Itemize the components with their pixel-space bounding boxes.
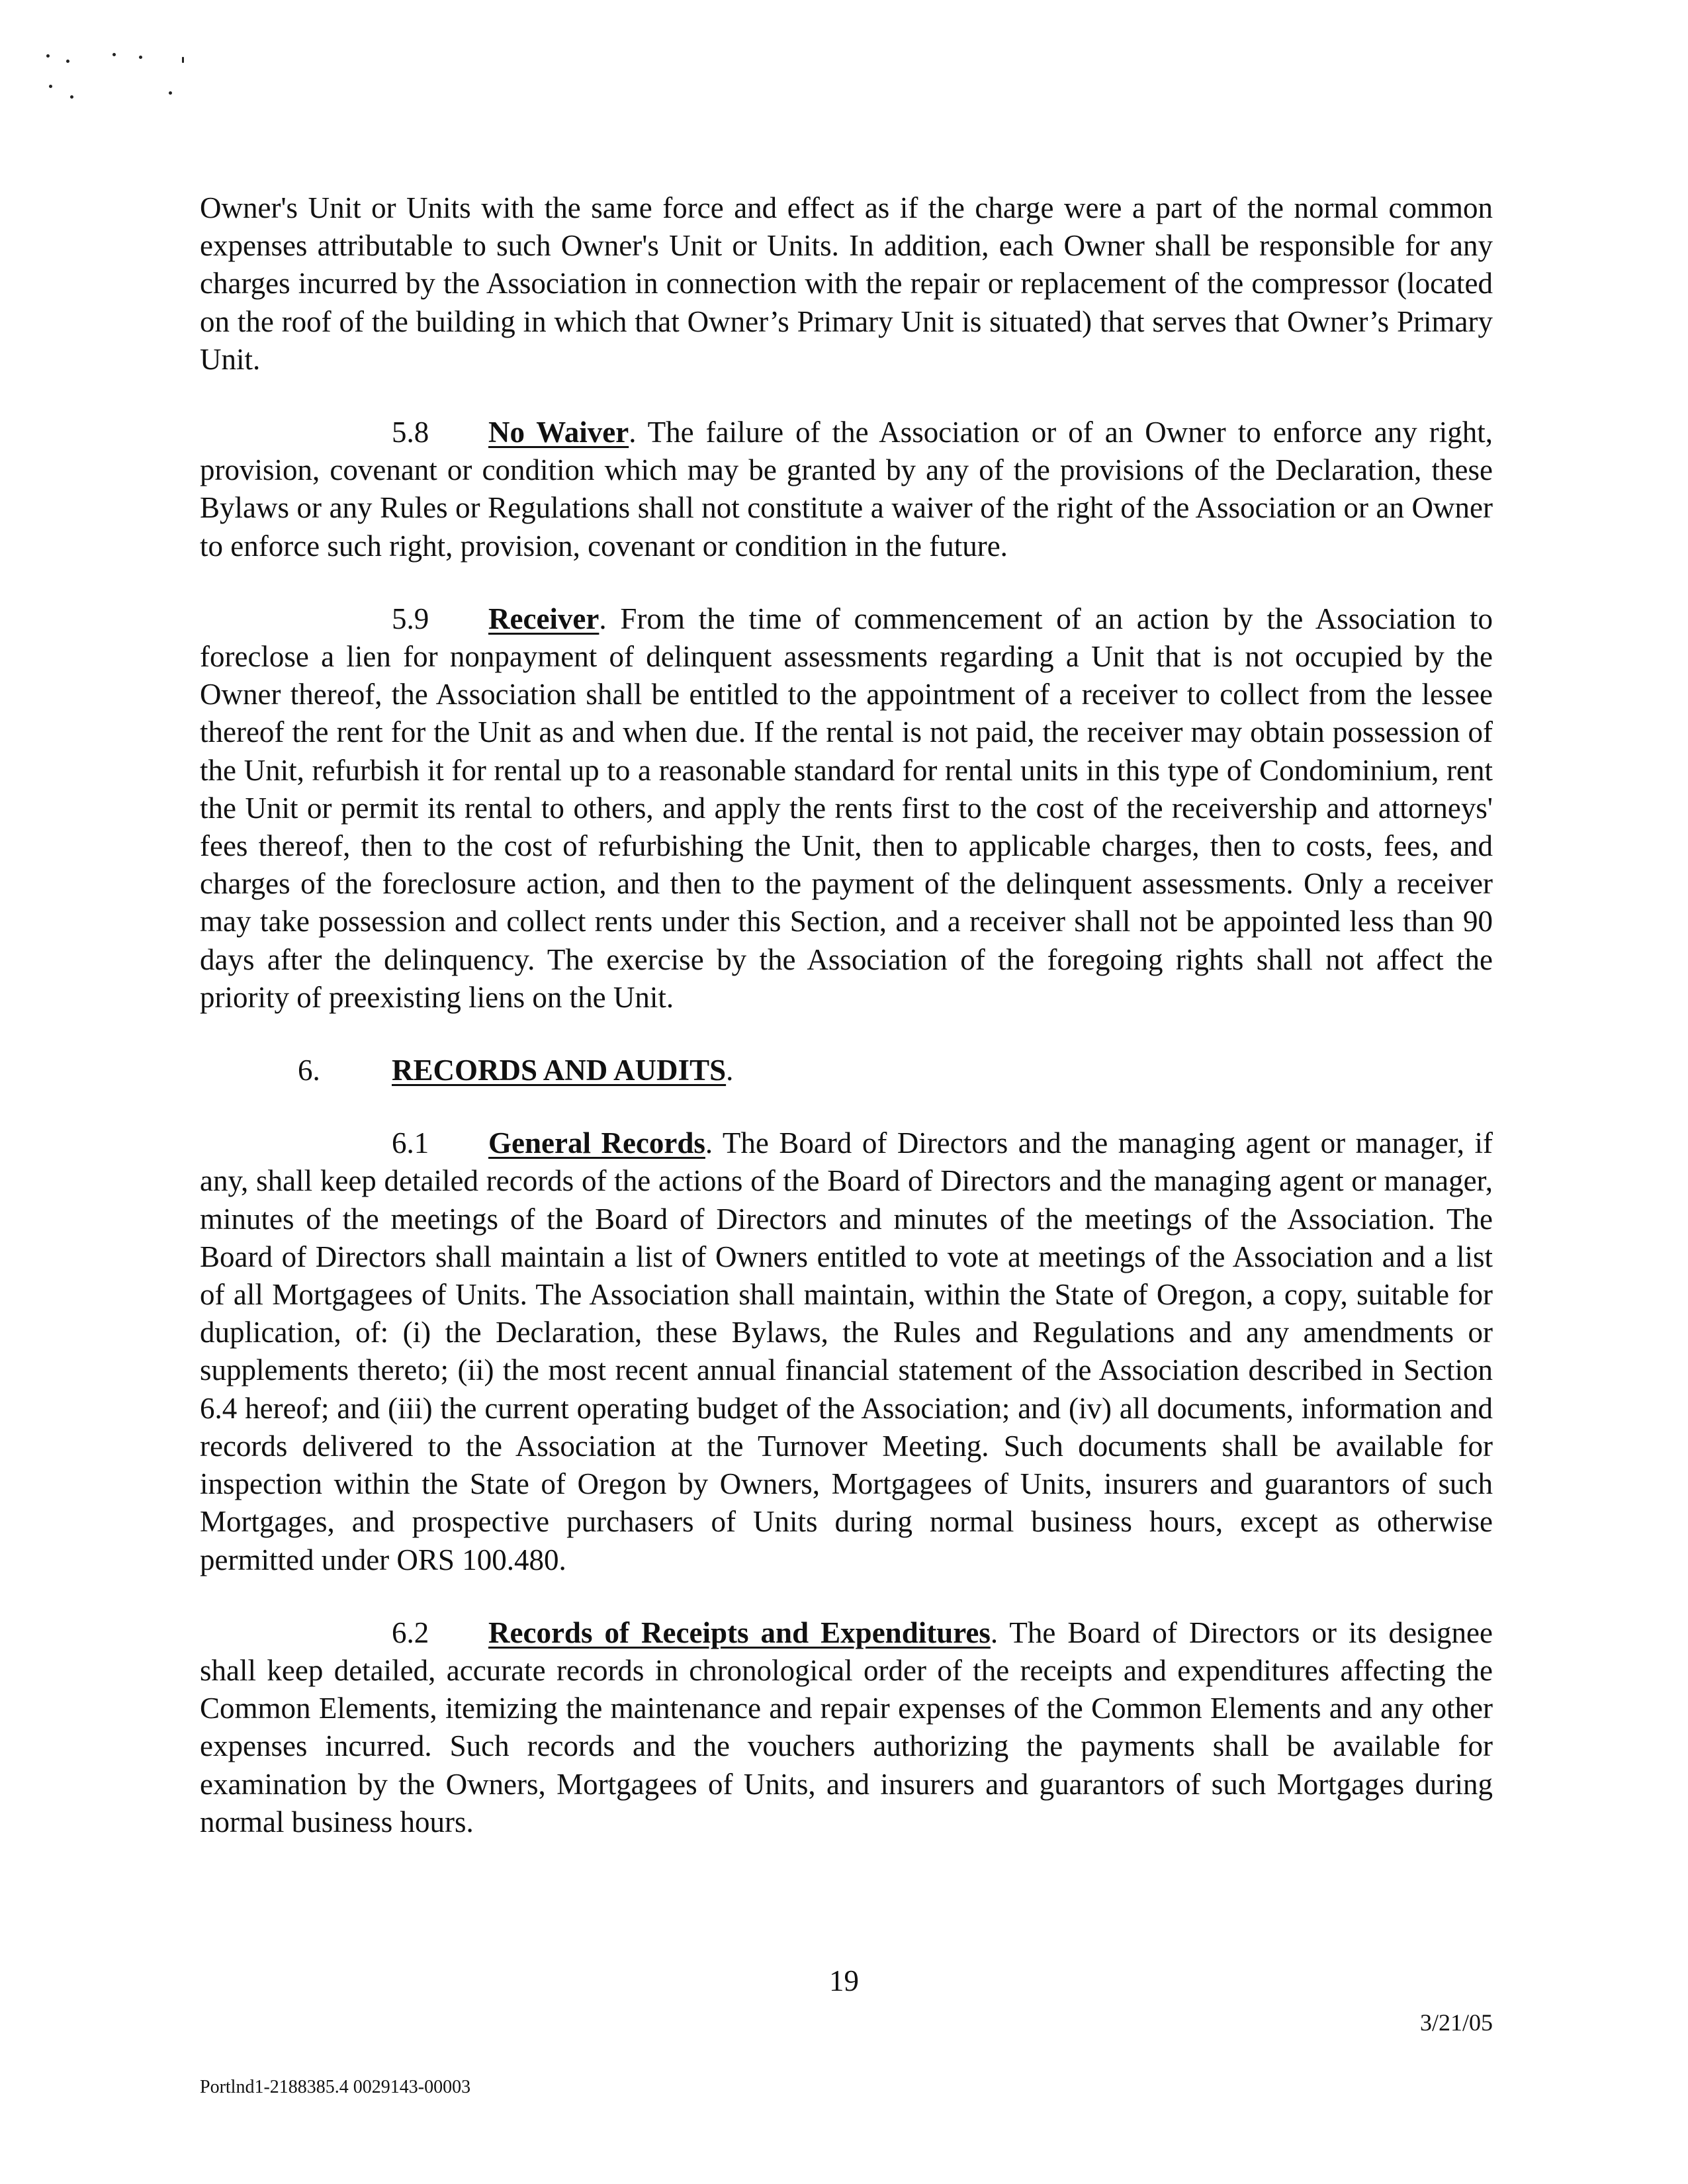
section-number: 5.9 (392, 602, 429, 635)
section-number: 6.2 (392, 1615, 429, 1649)
section-heading: General Records (488, 1126, 705, 1160)
section-heading: Receiver (488, 602, 600, 635)
footer-date: 3/21/05 (1419, 2009, 1493, 2036)
section-heading: No Waiver (488, 416, 629, 449)
section-heading-suffix: . (726, 1054, 734, 1087)
scan-speck (139, 56, 142, 59)
scan-specks (40, 40, 212, 113)
section-number: 6. (298, 1054, 320, 1087)
document-id: Portlnd1-2188385.4 0029143-00003 (200, 2077, 471, 2097)
section-6-2 (200, 1614, 1493, 1841)
scan-speck (169, 91, 172, 95)
scan-speck (66, 60, 69, 63)
document-body (200, 189, 1493, 1876)
section-6-1 (200, 1124, 1493, 1578)
scan-speck (70, 95, 73, 99)
section-number: 5.8 (392, 416, 429, 449)
section-5-8 (200, 414, 1493, 565)
section-text: . From the time of commencement of an action by the Association to foreclose a lien for nonpayment of delinquent assessments regarding a Unit that is not occupied by the Owner thereof, the Association shall be entitled to the appointment of a receiver to collect from the lessee thereof the rent for the Unit as and when due. If the rental is not paid, the receiver may obtain possession of the Unit, refurbish it for rental up to a reasonable standard for rental units in this type of Condominium, rent the Unit or permit its rental to others, and apply the rents first to the cost of the receivership and attorneys' fees thereof, then to the cost of refurbishing the Unit, then to applicable charges, then to costs, fees, and charges of the foreclosure action, and then to the payment of the delinquent assessments. Only a receiver may take possession and collect rents under this Section, and a receiver shall not be appointed less than 90 days after the delinquency. The exercise by the Association of the foregoing rights shall not affect the priority of preexisting liens on the Unit. (200, 602, 1493, 1014)
section-number: 6.1 (392, 1126, 429, 1160)
section-heading: Records of Receipts and Expenditures (488, 1615, 991, 1649)
section-5-9 (200, 600, 1493, 1017)
scan-speck (49, 85, 52, 88)
scan-speck (182, 57, 184, 63)
page-number: 19 (829, 1964, 859, 1997)
scan-speck (112, 53, 116, 56)
section-6-heading (200, 1052, 1493, 1089)
section-text: . The Board of Directors and the managing agent or manager, if any, shall keep detailed records of the actions of the Board of Directors and the managing agent or manager, minutes of the meetings of the Board of Directors and minutes of the meetings of the Association. The Board of Directors shall maintain a list of Owners entitled to vote at meetings of the Association and a list of all Mortgagees of Units. The Association shall maintain, within the State of Oregon, a copy, suitable for duplication, of: (i) the Declaration, these Bylaws, the Rules and Regulations and any amendments or supplements thereto; (ii) the most recent annual financial statement of the Association described in Section 6.4 hereof; and (iii) the current operating budget of the Association; and (iv) all documents, information and records delivered to the Association at the Turnover Meeting. Such documents shall be available for inspection within the State of Oregon by Owners, Mortgagees of Units, insurers and guarantors of such Mortgages, and prospective purchasers of Units during normal business hours, except as otherwise permitted under ORS 100.480. (200, 1126, 1493, 1576)
section-heading: RECORDS AND AUDITS (392, 1054, 727, 1087)
continuation-paragraph: Owner's Unit or Units with the same force and effect as if the charge were a part of the normal common expenses attributable to such Owner's Unit or Units. In addition, each Owner shall be responsible for any charges incurred by the Association in connection with the repair or replacement of the compressor (located on the roof of the building in which that Owner’s Primary Unit is situated) that serves that Owner’s Primary Unit. (200, 191, 1493, 376)
section-text: . The failure of the Association or of an Owner to enforce any right, provision, covenant or condition which may be granted by any of the provisions of the Declaration, these Bylaws or any Rules or Regulations shall not constitute a waiver of the right of the Association or an Owner to enforce such right, provision, covenant or condition in the future. (200, 416, 1493, 563)
scan-speck (46, 54, 50, 58)
section-text: . The Board of Directors or its designee shall keep detailed, accurate records in chronological order of the receipts and expenditures affecting the Common Elements, itemizing the maintenance and repair expenses of the Common Elements and any other expenses incurred. Such records and the vouchers authorizing the payments shall be available for examination by the Owners, Mortgagees of Units, and insurers and guarantors of such Mortgages during normal business hours. (200, 1615, 1493, 1839)
